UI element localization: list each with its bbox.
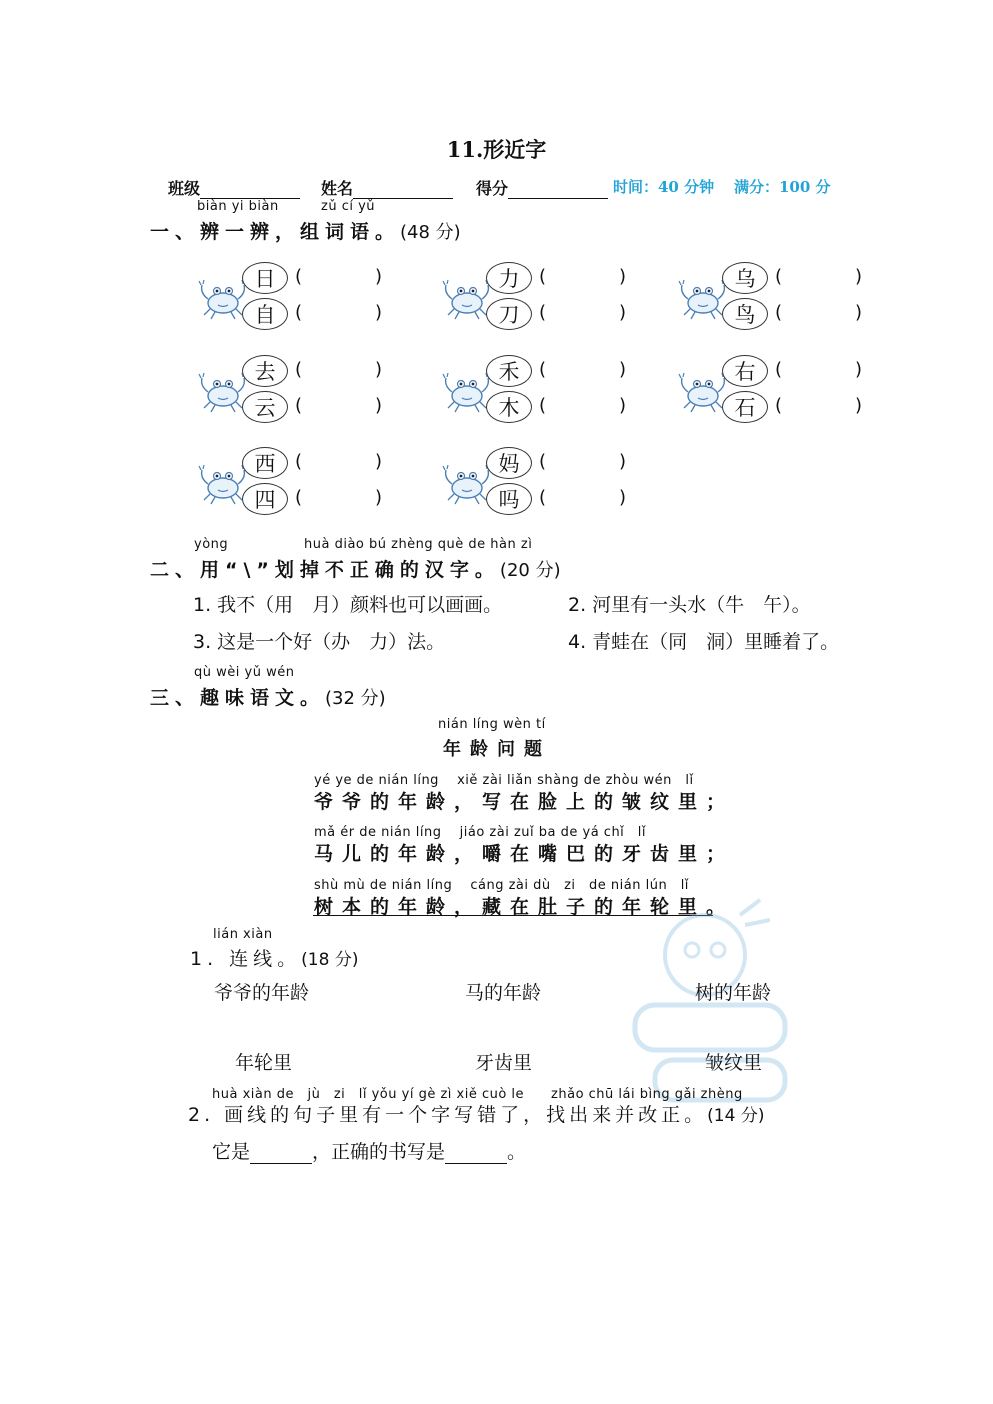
- section1-heading-text: 一、辨一辨，组词语。: [150, 221, 401, 243]
- match-top-2[interactable]: 马的年龄: [465, 982, 542, 1004]
- poem-line-2: 马儿的年龄，嚼在嘴巴的牙齿里；: [314, 843, 735, 865]
- name-blank[interactable]: [353, 180, 453, 199]
- q1-heading: [190, 944, 358, 971]
- section3-pinyin: qù wèi yǔ wén: [194, 665, 295, 680]
- answer-paren-open: (: [775, 359, 783, 380]
- section2-points: (20 分): [499, 560, 561, 581]
- answer-paren-close: ): [375, 451, 383, 472]
- poem-line-2-pinyin: mǎ ér de nián líng jiáo zài zuǐ ba de yá chǐ lǐ: [314, 825, 647, 840]
- char-top: 妈: [486, 447, 532, 479]
- answer-blank[interactable]: [306, 357, 371, 383]
- answer-blank[interactable]: [786, 357, 851, 383]
- answer-paren-close: ): [855, 395, 863, 416]
- q2-heading: [188, 1100, 764, 1127]
- answer-paren-open: (: [295, 302, 303, 323]
- name-label: 姓名: [321, 179, 354, 198]
- section1-pinyin-a: biàn yi biàn: [197, 199, 279, 214]
- char-bottom: 石: [722, 391, 768, 423]
- answer-paren-open: (: [295, 451, 303, 472]
- poem-line-3-pinyin: shù mù de nián líng cáng zài dù zi de nián lún lǐ: [314, 878, 689, 893]
- score-label: 得分: [476, 179, 509, 198]
- match-top-3[interactable]: 树的年龄: [695, 982, 772, 1004]
- crab-icon: [442, 462, 492, 506]
- answer-blank[interactable]: [306, 264, 371, 290]
- char-top: 乌: [722, 262, 768, 294]
- crab-icon: [198, 277, 248, 321]
- answer-paren-open: (: [539, 359, 547, 380]
- poem-title-pinyin: nián líng wèn tí: [438, 717, 546, 732]
- class-field: [168, 176, 300, 199]
- char-bottom: 刀: [486, 298, 532, 330]
- poem-line-3: 树本的年龄，藏在肚子的年轮里。: [314, 896, 735, 918]
- answer-paren-close: ): [375, 395, 383, 416]
- answer-blank[interactable]: [306, 300, 371, 326]
- crab-icon: [678, 370, 728, 414]
- section2-pinyin-b: huà diào bú zhèng què de hàn zì: [304, 537, 533, 552]
- section2-item-4: 4. 青蛙在（同 洞）里睡着了。: [568, 631, 840, 653]
- q1-label: 1. 连线。: [190, 948, 302, 970]
- answer-blank[interactable]: [550, 485, 615, 511]
- answer-paren-open: (: [539, 302, 547, 323]
- char-bottom: 鸟: [722, 298, 768, 330]
- crab-icon: [198, 462, 248, 506]
- q2-answer-end: 。: [507, 1141, 527, 1163]
- crab-icon: [678, 277, 728, 321]
- class-label: 班级: [168, 179, 201, 198]
- answer-paren-close: ): [619, 359, 627, 380]
- match-top-1[interactable]: 爷爷的年龄: [214, 982, 310, 1004]
- q2-correct-char-blank[interactable]: [445, 1145, 507, 1164]
- q2-points: (14 分): [707, 1106, 765, 1126]
- q2-answer-b: ，正确的书写是: [312, 1141, 446, 1163]
- char-top: 日: [242, 262, 288, 294]
- q1-pinyin: lián xiàn: [213, 927, 273, 942]
- score-field: [476, 176, 608, 199]
- answer-paren-close: ): [375, 487, 383, 508]
- answer-paren-open: (: [539, 266, 547, 287]
- answer-paren-open: (: [539, 395, 547, 416]
- answer-paren-open: (: [295, 395, 303, 416]
- answer-blank[interactable]: [786, 300, 851, 326]
- q1-points: (18 分): [301, 950, 359, 970]
- char-top: 去: [242, 355, 288, 387]
- section3-points: (32 分): [325, 688, 386, 709]
- answer-paren-open: (: [775, 302, 783, 323]
- answer-paren-open: (: [539, 451, 547, 472]
- char-top: 右: [722, 355, 768, 387]
- answer-paren-open: (: [539, 487, 547, 508]
- match-bottom-3[interactable]: 皱纹里: [705, 1052, 763, 1074]
- crab-icon: [442, 277, 492, 321]
- answer-paren-close: ): [855, 302, 863, 323]
- answer-blank[interactable]: [306, 393, 371, 419]
- section1-heading: [150, 217, 461, 244]
- class-blank[interactable]: [200, 180, 300, 199]
- q2-answer-line: [212, 1137, 526, 1164]
- answer-paren-close: ): [619, 395, 627, 416]
- answer-paren-close: ): [619, 302, 627, 323]
- answer-paren-open: (: [295, 359, 303, 380]
- q2-pinyin: huà xiàn de jù zi lǐ yǒu yí gè zì xiě cuò le zhǎo chū lái bìng gǎi zhèng: [212, 1087, 743, 1102]
- section1-points: (48 分): [400, 222, 461, 243]
- answer-paren-open: (: [295, 487, 303, 508]
- answer-paren-open: (: [775, 266, 783, 287]
- section2-item-1: 1. 我不（用 月）颜料也可以画画。: [193, 594, 503, 616]
- char-bottom: 云: [242, 391, 288, 423]
- answer-paren-open: (: [775, 395, 783, 416]
- answer-paren-close: ): [855, 359, 863, 380]
- char-bottom: 自: [242, 298, 288, 330]
- crab-icon: [442, 370, 492, 414]
- answer-paren-close: ): [375, 359, 383, 380]
- answer-blank[interactable]: [306, 449, 371, 475]
- answer-blank[interactable]: [550, 357, 615, 383]
- q2-wrong-char-blank[interactable]: [250, 1145, 312, 1164]
- name-field: [321, 176, 453, 199]
- char-bottom: 吗: [486, 483, 532, 515]
- answer-blank[interactable]: [550, 300, 615, 326]
- answer-paren-close: ): [375, 266, 383, 287]
- section2-heading-text: 二、用“\”划掉不正确的汉字。: [150, 559, 500, 581]
- answer-blank[interactable]: [786, 393, 851, 419]
- answer-blank[interactable]: [306, 485, 371, 511]
- answer-paren-close: ): [375, 302, 383, 323]
- poem-line-1: 爷爷的年龄，写在脸上的皱纹里；: [314, 791, 735, 813]
- section2-item-2: 2. 河里有一头水（牛 午）。: [568, 594, 811, 616]
- section2-pinyin-a: yòng: [194, 537, 229, 552]
- char-top: 禾: [486, 355, 532, 387]
- char-bottom: 四: [242, 483, 288, 515]
- q2-answer-a: 它是: [212, 1141, 251, 1163]
- section2-heading: [150, 555, 561, 582]
- char-top: 力: [486, 262, 532, 294]
- answer-paren-close: ): [619, 487, 627, 508]
- crab-icon: [198, 370, 248, 414]
- answer-paren-open: (: [295, 266, 303, 287]
- char-top: 西: [242, 447, 288, 479]
- answer-blank[interactable]: [550, 393, 615, 419]
- answer-blank[interactable]: [550, 449, 615, 475]
- match-bottom-1[interactable]: 年轮里: [235, 1052, 293, 1074]
- full-score-info: 满分：100 分: [734, 178, 831, 196]
- q2-label: 2. 画线的句子里有一个字写错了，找出来并改正。: [188, 1104, 708, 1126]
- score-blank[interactable]: [508, 180, 608, 199]
- answer-paren-close: ): [855, 266, 863, 287]
- page-title: 11.形近字: [446, 137, 547, 162]
- poem-title: 年龄问题: [443, 739, 551, 760]
- section3-heading: [150, 683, 386, 710]
- answer-blank[interactable]: [786, 264, 851, 290]
- char-bottom: 木: [486, 391, 532, 423]
- answer-paren-close: ): [619, 266, 627, 287]
- section2-item-3: 3. 这是一个好（办 力）法。: [193, 631, 446, 653]
- match-bottom-2[interactable]: 牙齿里: [475, 1052, 533, 1074]
- poem-line-1-pinyin: yé ye de nián líng xiě zài liǎn shàng de zhòu wén lǐ: [314, 773, 694, 788]
- section3-heading-text: 三、趣味语文。: [150, 687, 326, 709]
- answer-blank[interactable]: [550, 264, 615, 290]
- section1-pinyin-b: zǔ cí yǔ: [321, 199, 376, 214]
- answer-paren-close: ): [619, 451, 627, 472]
- time-info: 时间：40 分钟: [613, 178, 715, 196]
